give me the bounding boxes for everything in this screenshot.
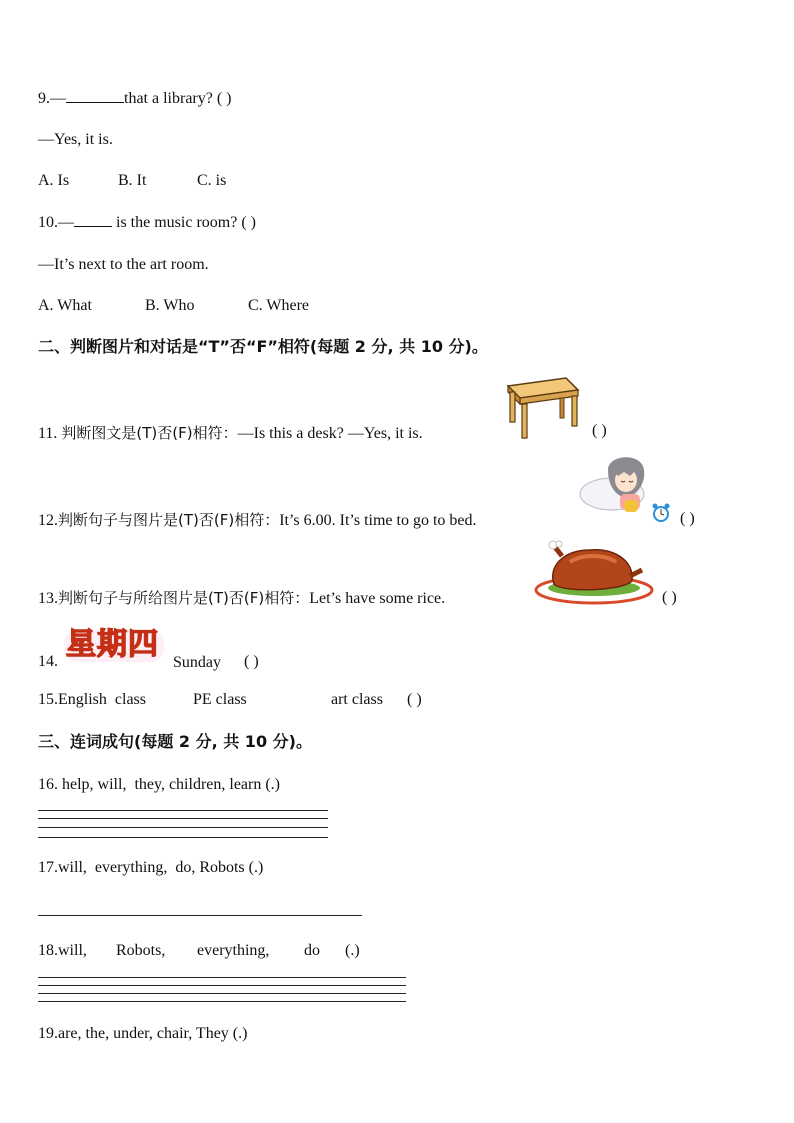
q9-options: [38, 171, 226, 191]
q18-word: (.): [345, 942, 360, 959]
q15-item-pe: PE class: [193, 691, 247, 708]
q18-answer-line[interactable]: [38, 985, 406, 986]
q10-blank[interactable]: [74, 212, 112, 227]
q9-answer: —Yes, it is.: [38, 131, 113, 148]
q13-answer-box[interactable]: ( ): [662, 589, 677, 606]
q14-question: [38, 652, 58, 672]
thursday-chinese-label: 星期四: [66, 627, 159, 662]
q14-number: 14.: [38, 653, 58, 670]
girl-in-bed-image: [578, 448, 674, 528]
q11-text: —Is this a desk? —Yes, it is.: [237, 425, 423, 442]
q10-text: is the music room? ( ): [112, 214, 256, 231]
q10-question: [38, 212, 256, 233]
q16-answer-line[interactable]: [38, 837, 328, 838]
q18-word: Robots,: [116, 942, 166, 959]
q19-question: 19.are, the, under, chair, They (.): [38, 1025, 248, 1042]
q14-answer-box[interactable]: ( ): [244, 653, 259, 670]
q12-answer-box[interactable]: ( ): [680, 510, 695, 527]
q18-question: [38, 941, 360, 961]
q11-number: 11.: [38, 425, 58, 442]
q17-answer-line[interactable]: [38, 915, 362, 916]
q18-answer-line[interactable]: [38, 977, 406, 978]
section-2-heading: 二、判断图片和对话是“T”否“F”相符(每题 2 分, 共 10 分)。: [38, 337, 488, 356]
q9-option-a[interactable]: A. Is: [38, 172, 70, 189]
q12-text: It’s 6.00. It’s time to go to bed.: [279, 512, 477, 529]
section-3-heading: 三、连词成句(每题 2 分, 共 10 分)。: [38, 732, 312, 751]
q12-instruction: 判断句子与图片是(T)否(F)相符：: [58, 511, 280, 529]
q17-question: 17.will, everything, do, Robots (.): [38, 859, 264, 876]
q9-text: that a library? ( ): [124, 90, 232, 107]
thursday-word-image: [62, 626, 166, 666]
q11-answer-box[interactable]: ( ): [592, 422, 607, 439]
q15-item-english: English class: [58, 691, 146, 708]
q18-word: do: [304, 942, 320, 959]
q10-options: [38, 296, 309, 316]
q15-answer-box[interactable]: ( ): [407, 691, 422, 708]
q9-blank[interactable]: [66, 88, 124, 103]
q16-question: 16. help, will, they, children, learn (.): [38, 776, 280, 793]
q9-question: [38, 88, 232, 109]
q18-word: everything,: [197, 942, 270, 959]
q12-number: 12.: [38, 512, 58, 529]
q15-item-art: art class: [331, 691, 383, 708]
q11-instruction: 判断图文是(T)否(F)相符：: [61, 424, 238, 442]
q11-question: [38, 423, 423, 444]
q10-option-b[interactable]: B. Who: [145, 297, 195, 314]
q18-answer-line[interactable]: [38, 993, 406, 994]
q16-answer-line[interactable]: [38, 818, 328, 819]
q16-answer-line[interactable]: [38, 810, 328, 811]
q10-number: 10.—: [38, 214, 74, 231]
q13-question: [38, 588, 445, 609]
q12-question: [38, 510, 477, 531]
q9-option-c[interactable]: C. is: [197, 172, 227, 189]
roast-chicken-image: [534, 540, 656, 606]
q18-word: 18.will,: [38, 942, 87, 959]
q16-answer-line[interactable]: [38, 827, 328, 828]
q10-answer: —It’s next to the art room.: [38, 256, 209, 273]
q9-number: 9.—: [38, 90, 66, 107]
q9-option-b[interactable]: B. It: [118, 172, 147, 189]
desk-image: [504, 374, 580, 440]
q13-text: Let’s have some rice.: [309, 590, 446, 607]
q14-word: Sunday: [173, 654, 221, 671]
q15-question: [38, 690, 422, 710]
q15-number: 15.: [38, 691, 58, 708]
q10-option-a[interactable]: A. What: [38, 297, 92, 314]
q13-instruction: 判断句子与所给图片是(T)否(F)相符：: [58, 589, 310, 607]
q18-answer-line[interactable]: [38, 1001, 406, 1002]
q10-option-c[interactable]: C. Where: [248, 297, 310, 314]
q13-number: 13.: [38, 590, 58, 607]
